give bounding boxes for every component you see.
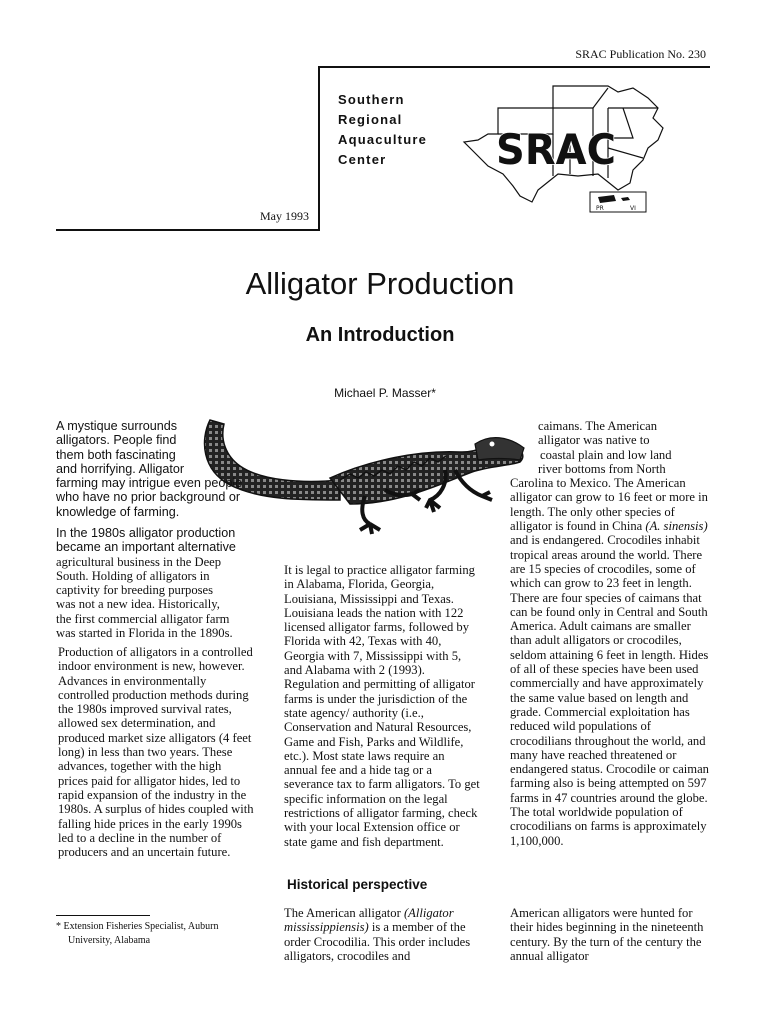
center-name [338,90,427,170]
author-footnote [56,920,256,948]
scientific-name: (Alligator mississippiensis) [284,906,454,935]
history-paragraph [56,526,252,640]
header-rule-top [318,66,710,68]
center-name-line: Regional [338,112,403,127]
footnote-line: * Extension Fisheries Specialist, Auburn [56,921,219,932]
publication-number: SRAC Publication No. 230 [575,47,706,61]
text-line: captivity for breeding purposes [56,583,214,598]
production-paragraph [58,645,254,859]
text-line: knowledge of farming. [56,504,180,519]
footnote-line: University, Alabama [68,935,151,946]
text-line: alligators. People find [56,433,177,448]
text-line: the first commercial alligator farm [56,611,230,626]
author-name: Michael P. Masser* [334,386,436,400]
paragraph-text: American alligators were hunted for their hides beginning in the nineteenth century. By the turn of the century the annual alligator [510,906,704,963]
species-paragraph [510,419,710,848]
text-line: agricultural business in the Deep [56,554,222,569]
paragraph-text: is a member of the order Crocodilia. This order includes alligators, crocodiles and [284,920,471,963]
paragraph-text: It is legal to practice alligator farming in Alabama, Florida, Georgia, Louisiana, Mississippi and Texas. Louisiana leads the nation with 122 licensed alligator farms, followed by Florida with 42, Texas with 40, Georgia with 7, Mississippi with 5, and Alabama with 2 (1993). Regulation and permitting of alligator farms is under the jurisdiction of the state agency/ authority (i.e., Conservation and Natural Resources, Game and Fish, Parks and Wildlife, etc.). Most state laws require an annual fee and a hide tag or a severance tax to farm alligators. To get specific information on the legal restrictions of alligator farming, check with your local Extension office or state game and fish department. [284,563,480,849]
center-name-line: Southern [338,92,405,107]
hunting-paragraph [510,906,710,963]
footnote-rule [56,915,150,916]
text-line: alligator was native to [538,433,650,448]
legal-paragraph [284,563,480,849]
srac-logo-text: SRAC [496,125,616,175]
header-rule-bottom [56,229,320,231]
text-line: coastal plain and low land [540,447,672,462]
center-name-line: Center [338,152,387,167]
pr-label: PR [596,205,604,212]
paragraph-text: Carolina to Mexico. The American alligator can grow to 16 feet or more in length. The only other species of alligator is found in China [510,476,708,534]
text-line: was started in Florida in the 1890s. [56,626,233,641]
paragraph-text: Production of alligators in a controlled indoor environment is new, however. Advances in environmentally controlled production methods during the 1980s improved survival rates, allowed sex determination, and produced market size alligators (4 feet long) in less than two years. These advances, together with the high prices paid for alligator hides, led to rapid expansion of the industry in the 1980s. A surplus of hides coupled with falling hide prices in the early 1990s led to a decline in the number of producers and an uncertain future. [58,645,254,860]
document-title: Alligator Production [245,266,515,301]
intro-paragraph [56,419,316,519]
header-rule-vertical [318,66,320,229]
section-heading: Historical perspective [287,877,428,892]
vi-label: VI [630,205,636,212]
center-name-line: Aquaculture [338,132,428,147]
text-line: A mystique surrounds [56,419,178,433]
text-line: South. Holding of alligators in [56,568,210,583]
text-line: In the 1980s alligator production [56,526,236,540]
text-line: caimans. The American [538,419,658,433]
paragraph-text: The American alligator [284,906,404,920]
text-line: and horrifying. Alligator [56,461,185,476]
text-line: was not a new idea. Historically, [56,597,220,612]
text-line: farming may intrigue even people [56,476,243,491]
document-subtitle: An Introduction [305,324,455,346]
text-line: them both fascinating [56,447,176,462]
srac-map-logo [458,78,668,218]
historical-paragraph [284,906,480,963]
publication-date: May 1993 [260,209,309,223]
text-line: became an important alternative [56,540,236,555]
text-line: river bottoms from North [538,461,666,476]
paragraph-text: and is endangered. Crocodiles inhabit tropical areas around the world. There are 15 species of crocodiles, some of which can grow to 23 feet in length. There are four species of caimans that can be found only in Central and South America. Adult caimans are smaller than adult alligators or crocodiles, seldom attaining 6 feet in length. Hides of all of these species have been used commercially and have approximately the same value based on length and grade. Commercial exploitation has reduced wild populations of crocodilians throughout the world, and many have reached threatened or endangered status. Crocodile or caiman farming also is being attempted on 597 farms in 47 countries around the globe. The total worldwide population of crocodilians on farms is approximately 1,100,000. [510,533,709,848]
scientific-name: (A. sinensis) [645,519,708,534]
text-line: who have no prior background or [56,490,241,505]
